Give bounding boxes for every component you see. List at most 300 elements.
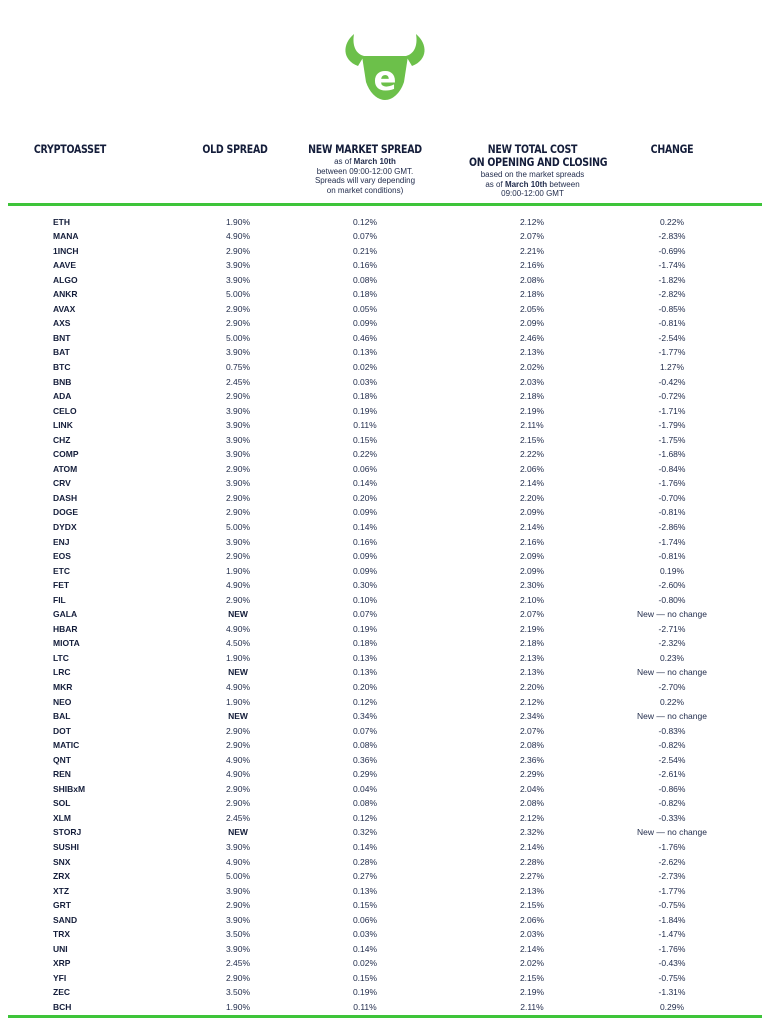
cell-old-spread: 2.90% xyxy=(225,492,251,503)
cell-asset: ETC xyxy=(53,565,70,576)
cell-total-cost: 2.46% xyxy=(519,332,545,343)
cell-new-spread: 0.14% xyxy=(352,943,378,954)
cell-total-cost: 2.36% xyxy=(519,754,545,765)
cell-total-cost: 2.15% xyxy=(519,434,545,445)
cell-asset: CHZ xyxy=(53,434,71,445)
table-row xyxy=(0,767,769,782)
cell-old-spread: 5.00% xyxy=(225,871,251,882)
cell-new-spread: 0.07% xyxy=(352,609,378,620)
right-horn-icon xyxy=(406,34,425,66)
cell-old-spread: 2.90% xyxy=(225,594,251,605)
cell-asset: XRP xyxy=(53,958,71,969)
cell-change: -0.43% xyxy=(658,958,686,969)
cell-new-spread: 0.22% xyxy=(352,449,378,460)
cell-asset: TRX xyxy=(53,929,70,940)
cell-asset: BAL xyxy=(53,711,71,722)
cell-old-spread: 2.45% xyxy=(225,376,251,387)
left-horn-icon xyxy=(345,34,364,66)
cell-change: -0.81% xyxy=(658,318,686,329)
table-row xyxy=(0,607,769,622)
cell-old-spread: 3.90% xyxy=(225,347,251,358)
cell-total-cost: 2.09% xyxy=(519,565,545,576)
cell-asset: DOGE xyxy=(53,507,79,518)
cell-change: -2.61% xyxy=(658,769,686,780)
cell-old-spread: 3.90% xyxy=(225,449,251,460)
cell-total-cost: 2.08% xyxy=(519,798,545,809)
cell-new-spread: 0.06% xyxy=(352,463,378,474)
cell-asset: LRC xyxy=(53,667,71,678)
cell-asset: GRT xyxy=(53,900,71,911)
header-cryptoasset: CRYPTOASSET xyxy=(33,142,107,156)
table-row xyxy=(0,244,769,259)
cell-old-spread: 3.90% xyxy=(225,478,251,489)
cell-change: -1.75% xyxy=(658,434,686,445)
cell-asset: CELO xyxy=(53,405,77,416)
table-row xyxy=(0,360,769,375)
cell-old-spread: 3.90% xyxy=(225,260,251,271)
cell-change: -1.47% xyxy=(658,929,686,940)
cell-old-spread: 1.90% xyxy=(225,696,251,707)
cell-total-cost: 2.14% xyxy=(519,521,545,532)
table-row xyxy=(0,447,769,462)
cell-old-spread: 2.90% xyxy=(225,463,251,474)
cell-old-spread: 4.90% xyxy=(225,769,251,780)
cell-asset: BCH xyxy=(53,1002,72,1013)
table-row xyxy=(0,665,769,680)
cell-total-cost: 2.14% xyxy=(519,478,545,489)
cell-asset: AXS xyxy=(53,318,71,329)
cell-asset: BNB xyxy=(53,376,72,387)
cell-change: -2.54% xyxy=(658,332,686,343)
cell-asset: SOL xyxy=(53,798,71,809)
cell-old-spread: 3.50% xyxy=(225,987,251,998)
table-row xyxy=(0,855,769,870)
cell-asset: MKR xyxy=(53,682,73,692)
cell-change: -0.81% xyxy=(658,507,686,518)
table-row xyxy=(0,535,769,550)
cell-asset: AVAX xyxy=(53,303,76,314)
cell-new-spread: 0.15% xyxy=(352,900,378,911)
cell-old-spread: NEW xyxy=(228,827,248,838)
cell-old-spread: 3.90% xyxy=(225,434,251,445)
cell-total-cost: 2.15% xyxy=(519,900,545,911)
cell-new-spread: 0.02% xyxy=(352,958,378,969)
table-row xyxy=(0,258,769,273)
cell-new-spread: 0.10% xyxy=(352,594,378,605)
cell-asset: ZEC xyxy=(53,987,70,998)
cell-new-spread: 0.08% xyxy=(352,740,378,751)
cell-total-cost: 2.09% xyxy=(519,507,545,518)
cell-total-cost: 2.19% xyxy=(519,405,545,416)
table-row xyxy=(0,695,769,710)
table-row xyxy=(0,811,769,826)
table-row xyxy=(0,971,769,986)
cell-change: -0.83% xyxy=(658,725,686,736)
cell-total-cost: 2.27% xyxy=(519,871,545,882)
table-row xyxy=(0,636,769,651)
table-row xyxy=(0,796,769,811)
cell-change: -0.80% xyxy=(658,594,686,605)
cell-asset: GALA xyxy=(53,609,78,620)
cell-change: -2.60% xyxy=(658,580,686,591)
table-row xyxy=(0,331,769,346)
cell-change: 0.23% xyxy=(659,652,685,663)
cell-total-cost: 2.18% xyxy=(519,289,545,300)
footer-divider xyxy=(8,1015,762,1018)
cell-old-spread: 3.50% xyxy=(225,929,251,940)
cell-total-cost: 2.29% xyxy=(519,769,545,780)
cell-asset: FIL xyxy=(53,594,66,605)
table-row xyxy=(0,593,769,608)
header-divider xyxy=(8,203,762,206)
cell-change: -2.32% xyxy=(658,638,686,649)
cell-old-spread: 1.90% xyxy=(225,565,251,576)
cell-total-cost: 2.09% xyxy=(519,318,545,329)
table-row xyxy=(0,956,769,971)
table-row xyxy=(0,680,769,695)
table-row xyxy=(0,927,769,942)
cell-asset: REN xyxy=(53,769,71,780)
table-row xyxy=(0,302,769,317)
cell-change: New — no change xyxy=(637,827,707,838)
cell-new-spread: 0.12% xyxy=(352,696,378,707)
cell-change: -1.84% xyxy=(658,914,686,925)
cell-old-spread: 2.90% xyxy=(225,551,251,562)
cell-new-spread: 0.15% xyxy=(352,972,378,983)
cell-old-spread: NEW xyxy=(228,711,248,722)
cell-total-cost: 2.15% xyxy=(519,972,545,983)
table-row xyxy=(0,273,769,288)
cell-total-cost: 2.06% xyxy=(519,914,545,925)
cell-total-cost: 2.05% xyxy=(519,303,545,314)
cell-new-spread: 0.15% xyxy=(352,434,378,445)
cell-change: 0.19% xyxy=(659,565,685,576)
table-row xyxy=(0,404,769,419)
cell-total-cost: 2.13% xyxy=(519,885,545,896)
table-row xyxy=(0,316,769,331)
cell-old-spread: 2.90% xyxy=(225,391,251,402)
cell-total-cost: 2.19% xyxy=(519,623,545,634)
cell-total-cost: 2.18% xyxy=(519,391,545,402)
etoro-logo xyxy=(340,30,430,102)
cell-change: -0.42% xyxy=(658,376,686,387)
cell-change: -1.76% xyxy=(658,478,686,489)
cell-total-cost: 2.12% xyxy=(519,216,545,227)
cell-total-cost: 2.02% xyxy=(519,958,545,969)
cell-new-spread: 0.16% xyxy=(352,536,378,547)
cell-asset: ENJ xyxy=(53,536,70,547)
cell-new-spread: 0.18% xyxy=(352,391,378,402)
cell-total-cost: 2.20% xyxy=(519,682,545,692)
cell-new-spread: 0.08% xyxy=(352,798,378,809)
table-row xyxy=(0,840,769,855)
cell-change: -2.62% xyxy=(658,856,686,867)
cell-change: -2.70% xyxy=(658,682,686,692)
table-row xyxy=(0,462,769,477)
cell-total-cost: 2.03% xyxy=(519,929,545,940)
cell-change: 1.27% xyxy=(659,361,685,372)
table-row xyxy=(0,898,769,913)
table-header xyxy=(0,143,769,205)
cell-change: -1.74% xyxy=(658,260,686,271)
cell-total-cost: 2.32% xyxy=(519,827,545,838)
cell-change: New — no change xyxy=(637,609,707,620)
cell-asset: ALGO xyxy=(53,274,78,285)
table-row xyxy=(0,724,769,739)
header-change: CHANGE xyxy=(650,142,694,156)
cell-change: -2.82% xyxy=(658,289,686,300)
cell-asset: XTZ xyxy=(53,885,70,896)
cell-new-spread: 0.03% xyxy=(352,376,378,387)
cell-old-spread: 4.50% xyxy=(225,638,251,649)
cell-old-spread: 3.90% xyxy=(225,274,251,285)
cell-old-spread: 2.90% xyxy=(225,318,251,329)
cell-asset: YFI xyxy=(53,972,67,983)
table-row xyxy=(0,738,769,753)
cell-change: -0.75% xyxy=(658,900,686,911)
cell-new-spread: 0.09% xyxy=(352,507,378,518)
header-old-spread: OLD SPREAD xyxy=(202,142,268,156)
cell-change: -1.74% xyxy=(658,536,686,547)
cell-new-spread: 0.06% xyxy=(352,914,378,925)
cell-asset: ETH xyxy=(53,216,70,227)
cell-old-spread: 4.90% xyxy=(225,580,251,591)
cell-asset: COMP xyxy=(53,449,79,460)
cell-new-spread: 0.13% xyxy=(352,652,378,663)
cell-old-spread: 2.90% xyxy=(225,798,251,809)
header-new-market-spread-note: as of March 10th between 09:00-12:00 GMT. Spreads will vary depending on market conditions) xyxy=(314,157,416,195)
cell-change: -1.76% xyxy=(658,943,686,954)
cell-total-cost: 2.30% xyxy=(519,580,545,591)
cell-total-cost: 2.34% xyxy=(519,711,545,722)
cell-asset: CRV xyxy=(53,478,71,489)
cell-new-spread: 0.34% xyxy=(352,711,378,722)
table-row xyxy=(0,215,769,230)
table-row xyxy=(0,782,769,797)
cell-change: -2.54% xyxy=(658,754,686,765)
cell-total-cost: 2.03% xyxy=(519,376,545,387)
cell-asset: LTC xyxy=(53,652,69,663)
cell-new-spread: 0.46% xyxy=(352,332,378,343)
cell-asset: SHIBxM xyxy=(53,783,86,794)
cell-old-spread: 2.90% xyxy=(225,900,251,911)
table-row xyxy=(0,505,769,520)
cell-asset: SNX xyxy=(53,856,71,867)
cell-change: -0.86% xyxy=(658,783,686,794)
cell-new-spread: 0.18% xyxy=(352,289,378,300)
cell-change: -1.79% xyxy=(658,420,686,431)
cell-asset: ADA xyxy=(53,391,72,402)
cell-asset: DYDX xyxy=(53,521,77,532)
cell-new-spread: 0.27% xyxy=(352,871,378,882)
table-row xyxy=(0,433,769,448)
cell-change: New — no change xyxy=(637,667,707,678)
cell-total-cost: 2.22% xyxy=(519,449,545,460)
cell-new-spread: 0.14% xyxy=(352,842,378,853)
cell-change: -0.75% xyxy=(658,972,686,983)
cell-total-cost: 2.20% xyxy=(519,492,545,503)
cell-asset: BTC xyxy=(53,361,71,372)
cell-old-spread: 3.90% xyxy=(225,420,251,431)
cell-old-spread: 2.90% xyxy=(225,740,251,751)
cell-change: -0.69% xyxy=(658,245,686,256)
cell-old-spread: 4.90% xyxy=(225,682,251,692)
cell-new-spread: 0.29% xyxy=(352,769,378,780)
cell-old-spread: 1.90% xyxy=(225,216,251,227)
cell-new-spread: 0.18% xyxy=(352,638,378,649)
cell-change: -2.83% xyxy=(658,231,686,242)
cell-asset: BAT xyxy=(53,347,70,358)
cell-old-spread: 5.00% xyxy=(225,289,251,300)
cell-total-cost: 2.13% xyxy=(519,652,545,663)
table-row xyxy=(0,418,769,433)
cell-change: -1.77% xyxy=(658,885,686,896)
table-row xyxy=(0,476,769,491)
cell-asset: EOS xyxy=(53,551,71,562)
cell-new-spread: 0.12% xyxy=(352,216,378,227)
table-row xyxy=(0,942,769,957)
cell-new-spread: 0.12% xyxy=(352,812,378,823)
cell-total-cost: 2.13% xyxy=(519,667,545,678)
cell-total-cost: 2.12% xyxy=(519,812,545,823)
cell-new-spread: 0.19% xyxy=(352,987,378,998)
cell-total-cost: 2.10% xyxy=(519,594,545,605)
header-new-total-cost-note: based on the market spreads as of March 10th between 09:00-12:00 GMT xyxy=(480,170,585,198)
cell-new-spread: 0.30% xyxy=(352,580,378,591)
cell-new-spread: 0.04% xyxy=(352,783,378,794)
cell-total-cost: 2.08% xyxy=(519,740,545,751)
cell-old-spread: 4.90% xyxy=(225,231,251,242)
cell-old-spread: 4.90% xyxy=(225,754,251,765)
cell-total-cost: 2.18% xyxy=(519,638,545,649)
cell-asset: ANKR xyxy=(53,289,78,300)
cell-old-spread: 1.90% xyxy=(225,1002,251,1013)
cell-old-spread: 2.90% xyxy=(225,725,251,736)
logo-letter: e xyxy=(373,59,397,99)
cell-old-spread: 2.90% xyxy=(225,245,251,256)
cell-old-spread: 2.45% xyxy=(225,812,251,823)
cell-asset: BNT xyxy=(53,332,71,343)
cell-new-spread: 0.21% xyxy=(352,245,378,256)
table-row xyxy=(0,375,769,390)
cell-old-spread: 5.00% xyxy=(225,521,251,532)
cell-total-cost: 2.12% xyxy=(519,696,545,707)
cell-new-spread: 0.05% xyxy=(352,303,378,314)
cell-change: New — no change xyxy=(637,711,707,722)
cell-asset: MIOTA xyxy=(53,638,80,649)
cell-old-spread: 4.90% xyxy=(225,856,251,867)
cell-total-cost: 2.11% xyxy=(520,420,544,431)
cell-old-spread: 3.90% xyxy=(225,536,251,547)
cell-asset: DASH xyxy=(53,492,78,503)
cell-new-spread: 0.13% xyxy=(352,347,378,358)
cell-new-spread: 0.14% xyxy=(352,521,378,532)
table-row xyxy=(0,491,769,506)
cell-asset: SAND xyxy=(53,914,78,925)
table-row xyxy=(0,1000,769,1015)
table-row xyxy=(0,229,769,244)
cell-old-spread: 3.90% xyxy=(225,405,251,416)
spread-table-body xyxy=(0,215,769,1015)
cell-total-cost: 2.07% xyxy=(519,609,545,620)
cell-asset: XLM xyxy=(53,812,71,823)
cell-total-cost: 2.21% xyxy=(519,245,545,256)
header-new-market-spread: NEW MARKET SPREAD as of March 10th between 09:00-12:00 GMT. Spreads will vary depending on market conditions) xyxy=(295,143,435,195)
cell-new-spread: 0.13% xyxy=(352,885,378,896)
cell-change: -1.31% xyxy=(658,987,686,998)
cell-new-spread: 0.09% xyxy=(352,565,378,576)
table-row xyxy=(0,345,769,360)
cell-change: -2.73% xyxy=(658,871,686,882)
cell-new-spread: 0.19% xyxy=(352,623,378,634)
cell-old-spread: 2.90% xyxy=(225,783,251,794)
cell-new-spread: 0.19% xyxy=(352,405,378,416)
table-row xyxy=(0,651,769,666)
cell-total-cost: 2.04% xyxy=(519,783,545,794)
cell-total-cost: 2.07% xyxy=(519,725,545,736)
header-new-total-cost: NEW TOTAL COST ON OPENING AND CLOSING based on the market spreads as of March 10th between 09:00-12:00 GMT xyxy=(455,143,610,199)
table-row xyxy=(0,753,769,768)
cell-asset: STORJ xyxy=(53,827,82,838)
cell-total-cost: 2.11% xyxy=(520,1002,544,1013)
cell-change: -0.82% xyxy=(658,798,686,809)
cell-change: -1.68% xyxy=(658,449,686,460)
cell-asset: MANA xyxy=(53,231,79,242)
cell-change: 0.22% xyxy=(659,216,685,227)
table-row xyxy=(0,622,769,637)
cell-asset: UNI xyxy=(53,943,68,954)
cell-new-spread: 0.11% xyxy=(353,420,377,431)
cell-total-cost: 2.14% xyxy=(519,842,545,853)
cell-change: -0.84% xyxy=(658,463,686,474)
cell-old-spread: 4.90% xyxy=(225,623,251,634)
table-row xyxy=(0,549,769,564)
cell-asset: HBAR xyxy=(53,623,78,634)
cell-change: -1.82% xyxy=(658,274,686,285)
cell-new-spread: 0.20% xyxy=(352,682,378,692)
cell-asset: QNT xyxy=(53,754,71,765)
cell-total-cost: 2.14% xyxy=(519,943,545,954)
cell-total-cost: 2.06% xyxy=(519,463,545,474)
cell-new-spread: 0.14% xyxy=(352,478,378,489)
cell-change: -0.33% xyxy=(658,812,686,823)
cell-change: -0.81% xyxy=(658,551,686,562)
cell-new-spread: 0.02% xyxy=(352,361,378,372)
cell-asset: DOT xyxy=(53,725,71,736)
cell-change: -0.70% xyxy=(658,492,686,503)
cell-change: -1.77% xyxy=(658,347,686,358)
cell-old-spread: 2.90% xyxy=(225,972,251,983)
cell-new-spread: 0.07% xyxy=(352,725,378,736)
cell-asset: LINK xyxy=(53,420,73,431)
cell-new-spread: 0.36% xyxy=(352,754,378,765)
cell-asset: 1INCH xyxy=(53,245,79,256)
cell-asset: SUSHI xyxy=(53,842,79,853)
cell-new-spread: 0.13% xyxy=(352,667,378,678)
cell-change: -2.71% xyxy=(658,623,686,634)
cell-asset: ATOM xyxy=(53,463,78,474)
cell-new-spread: 0.11% xyxy=(353,1002,377,1013)
cell-old-spread: 5.00% xyxy=(225,332,251,343)
cell-change: -1.71% xyxy=(658,405,686,416)
cell-old-spread: NEW xyxy=(228,609,248,620)
cell-old-spread: 0.75% xyxy=(225,361,251,372)
cell-new-spread: 0.20% xyxy=(352,492,378,503)
cell-asset: ZRX xyxy=(53,871,70,882)
cell-change: -1.76% xyxy=(658,842,686,853)
cell-total-cost: 2.02% xyxy=(519,361,545,372)
cell-new-spread: 0.16% xyxy=(352,260,378,271)
